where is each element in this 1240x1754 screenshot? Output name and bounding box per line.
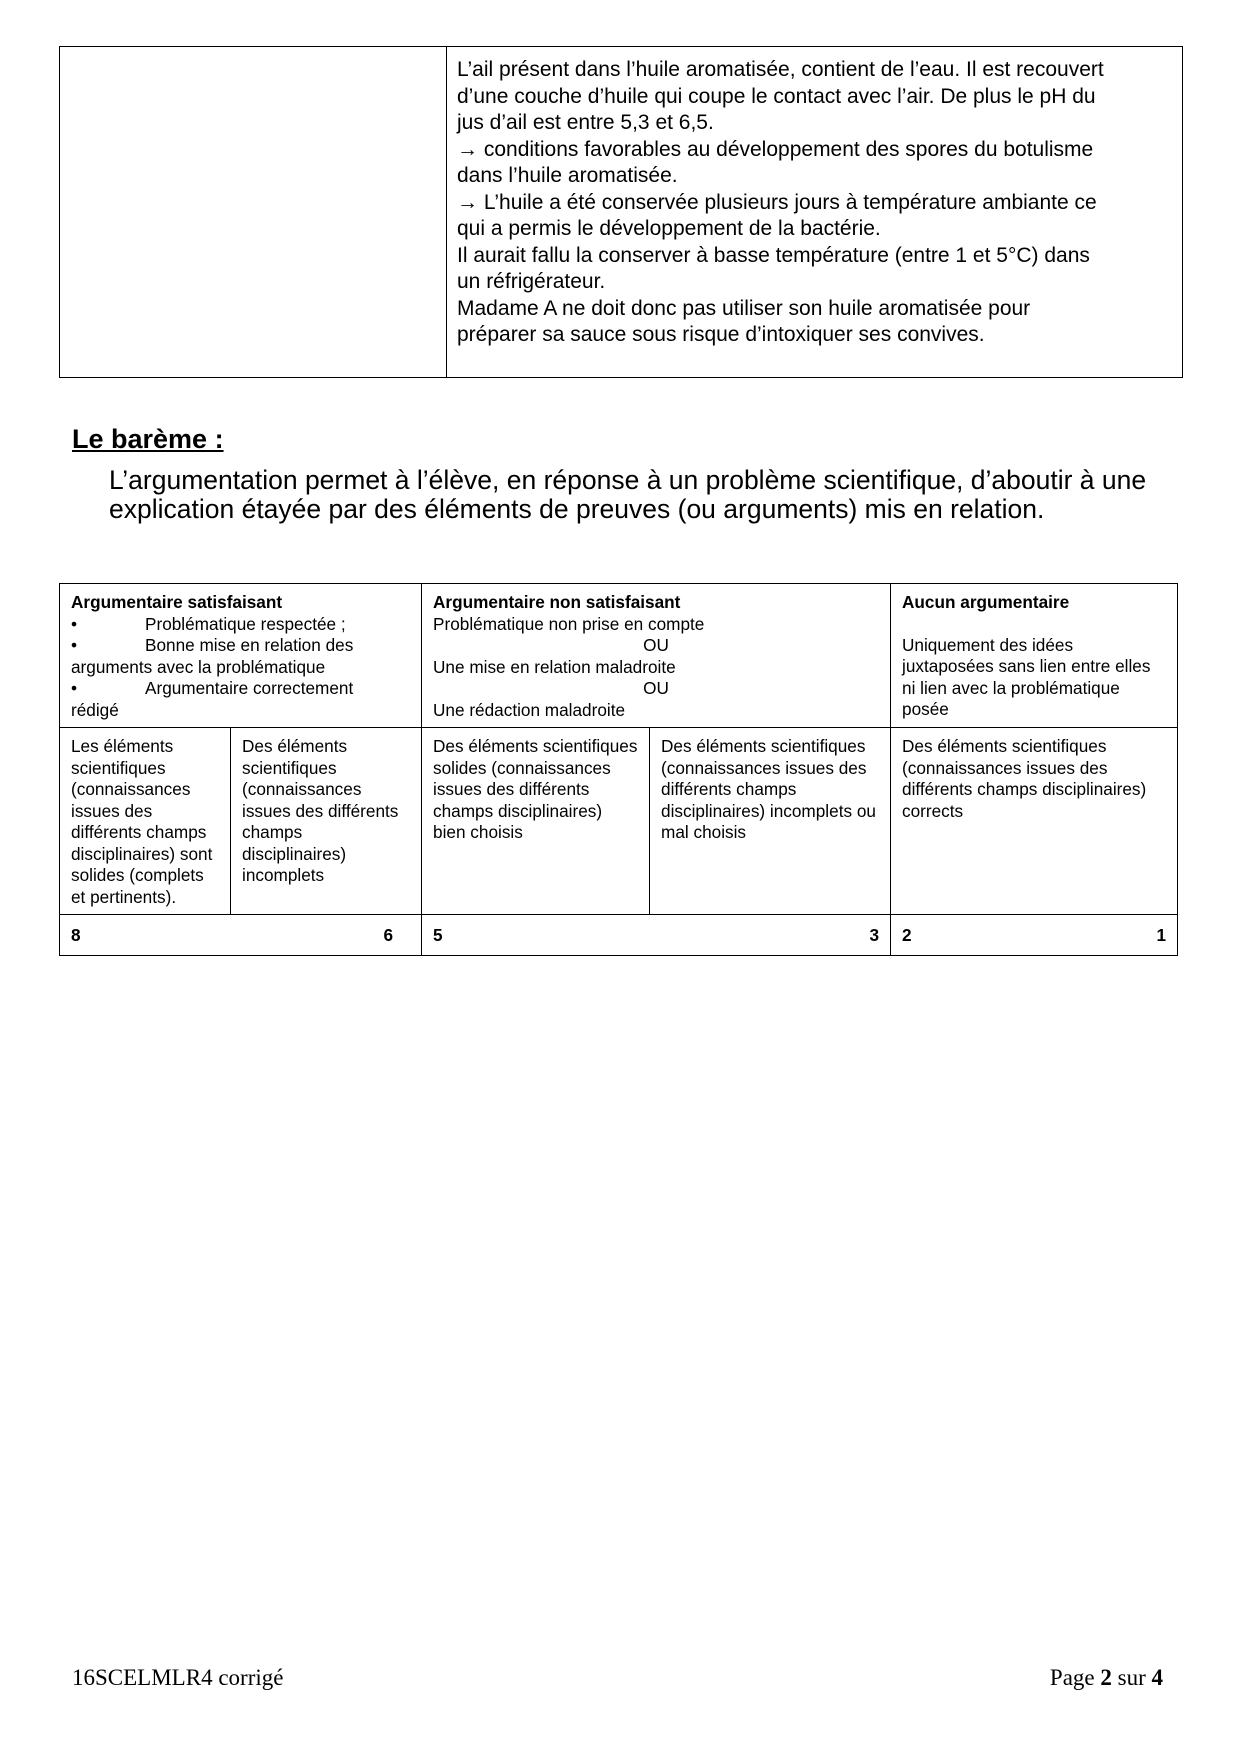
criterion-line: Problématique non prise en compte — [433, 613, 705, 634]
grading-detail-row — [60, 728, 1178, 915]
answer-table-empty-cell — [60, 47, 447, 377]
score-range — [902, 925, 1166, 947]
header-satisfaisant: Argumentaire satisfaisant — [71, 592, 283, 612]
bullet-icon: • — [71, 635, 78, 655]
page-total: 4 — [1151, 1665, 1163, 1690]
detail-cell: Des éléments scientifiques (connaissances issues des différents champs disciplinaires) corrects — [891, 728, 1178, 915]
criterion-line: Une mise en relation maladroite — [433, 656, 676, 677]
detail-cell: Les éléments scientifiques (connaissances issues des différents champs disciplinaires) sont solides (complets et pertinents). — [60, 728, 231, 915]
score-high: 2 — [902, 925, 912, 945]
score-low: 1 — [1156, 925, 1167, 945]
criterion-line: Une rédaction maladroite — [433, 699, 626, 720]
answer-line: préparer sa sauce sous risque d’intoxiquer ses convives. — [457, 323, 985, 346]
bullet-item — [71, 614, 410, 636]
detail-cell: Des éléments scientifiques (connaissances issues des différents champs disciplinaires) incomplets ou mal choisis — [650, 728, 891, 915]
answer-line: → conditions favorables au développement des spores du botulisme — [457, 137, 1094, 161]
score-range — [433, 925, 879, 947]
header-aucun: Aucun argumentaire — [902, 592, 1070, 612]
score-high: 5 — [433, 925, 443, 945]
score-cell — [891, 915, 1178, 956]
page-sur: sur — [1117, 1665, 1146, 1690]
detail-cell: Des éléments scientifiques (connaissances issues des différents champs disciplinaires) incomplets — [231, 728, 422, 915]
header-cell-satisfaisant — [60, 584, 422, 728]
grading-score-row — [60, 915, 1178, 956]
detail-cell: Des éléments scientifiques solides (connaissances issues des différents champs disciplinaires) bien choisis — [422, 728, 650, 915]
answer-line: dans l’huile aromatisée. — [457, 164, 678, 187]
grading-header-row — [60, 584, 1178, 728]
answer-text-cell — [447, 47, 1182, 377]
answer-line: Madame A ne doit donc pas utiliser son huile aromatisée pour — [457, 296, 1031, 320]
bullet-text: Problématique respectée ; — [145, 613, 346, 634]
header-non-satisfaisant: Argumentaire non satisfaisant — [433, 592, 681, 612]
grading-table — [59, 583, 1178, 956]
page-indicator — [1050, 1665, 1163, 1691]
answer-line: → L’huile a été conservée plusieurs jours à température ambiante ce — [457, 190, 1097, 214]
score-low: 3 — [869, 925, 880, 945]
score-high: 8 — [71, 925, 81, 945]
answer-table — [59, 46, 1183, 378]
bullet-continuation: rédigé — [71, 699, 119, 720]
or-separator: OU — [643, 678, 669, 698]
score-low: 6 — [383, 925, 394, 945]
score-range — [71, 925, 410, 947]
header-cell-aucun — [891, 584, 1178, 728]
page-number: 2 — [1100, 1665, 1112, 1690]
score-cell — [60, 915, 422, 956]
answer-line: jus d’ail est entre 5,3 et 6,5. — [457, 111, 714, 134]
bullet-item — [71, 678, 410, 700]
page-label: Page — [1049, 1665, 1095, 1690]
bullet-icon: • — [71, 678, 78, 698]
bullet-text: Argumentaire correctement — [145, 678, 354, 698]
answer-line: un réfrigérateur. — [457, 270, 606, 293]
score-cell — [422, 915, 891, 956]
document-reference: 16SCELMLR4 corrigé — [72, 1665, 284, 1690]
answer-line: L’ail présent dans l’huile aromatisée, contient de l’eau. Il est recouvert — [457, 58, 1104, 81]
bareme-title: Le barème : — [72, 424, 224, 454]
answer-line: Il aurait fallu la conserver à basse température (entre 1 et 5°C) dans — [457, 243, 1090, 267]
or-separator: OU — [643, 635, 669, 655]
bullet-text: Bonne mise en relation des — [145, 635, 354, 655]
bareme-intro: L’argumentation permet à l’élève, en réponse à un problème scientifique, d’aboutir à une explication étayée par des éléments de preuves (ou arguments) mis en relation. — [109, 465, 1147, 524]
bullet-item — [71, 635, 410, 657]
answer-line: qui a permis le développement de la bactérie. — [457, 217, 881, 240]
criterion-text: Uniquement des idées juxtaposées sans lien entre elles ni lien avec la problématique posée — [902, 634, 1151, 719]
bullet-continuation: arguments avec la problématique — [71, 656, 326, 677]
answer-line: d’une couche d’huile qui coupe le contact avec l’air. De plus le pH du — [457, 84, 1096, 108]
bullet-icon: • — [71, 613, 78, 634]
header-cell-non-satisfaisant — [422, 584, 891, 728]
